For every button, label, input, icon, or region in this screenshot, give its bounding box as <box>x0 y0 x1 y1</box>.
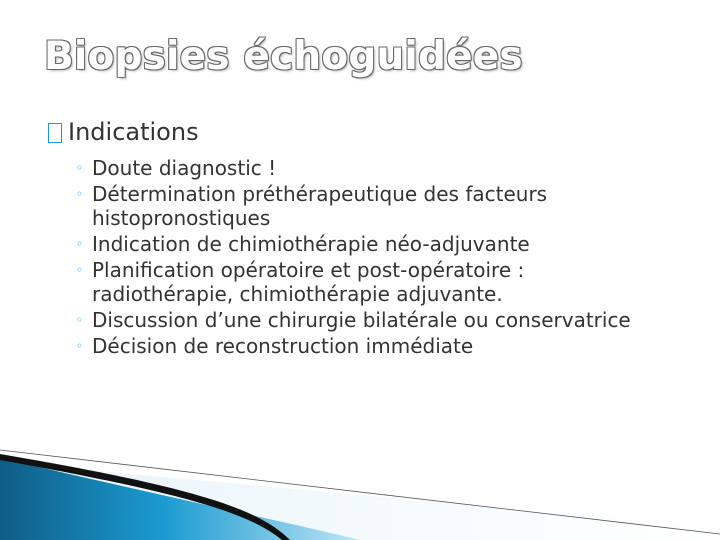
list-item-text: Indication de chimiothérapie néo-adjuvante <box>92 232 530 256</box>
list-item <box>76 232 636 256</box>
list-item <box>76 334 636 358</box>
list-item <box>76 258 636 306</box>
list-item <box>76 156 636 180</box>
circle-bullet-icon: ◦ <box>76 237 84 251</box>
circle-bullet-icon: ◦ <box>76 161 84 175</box>
list-item-text: Décision de reconstruction immédiate <box>92 334 474 358</box>
list-item-text: Détermination préthérapeutique des facteurs histopronostiques <box>92 182 548 230</box>
box-bullet-icon <box>48 123 62 143</box>
decorative-swoosh <box>0 440 720 540</box>
list-item-text: Planification opératoire et post-opératoire : radiothérapie, chimiothérapie adjuvante. <box>92 258 525 306</box>
section-label: Indications <box>68 118 199 146</box>
circle-bullet-icon: ◦ <box>76 263 84 277</box>
list-item <box>76 308 636 332</box>
list-item-text: Doute diagnostic ! <box>92 156 277 180</box>
circle-bullet-icon: ◦ <box>76 187 84 201</box>
circle-bullet-icon: ◦ <box>76 339 84 353</box>
bullet-list <box>76 156 636 360</box>
slide-title: Biopsies échoguidées <box>44 34 523 79</box>
section-heading <box>48 118 199 146</box>
list-item <box>76 182 636 230</box>
list-item-text: Discussion d’une chirurgie bilatérale ou conservatrice <box>92 308 631 332</box>
circle-bullet-icon: ◦ <box>76 313 84 327</box>
